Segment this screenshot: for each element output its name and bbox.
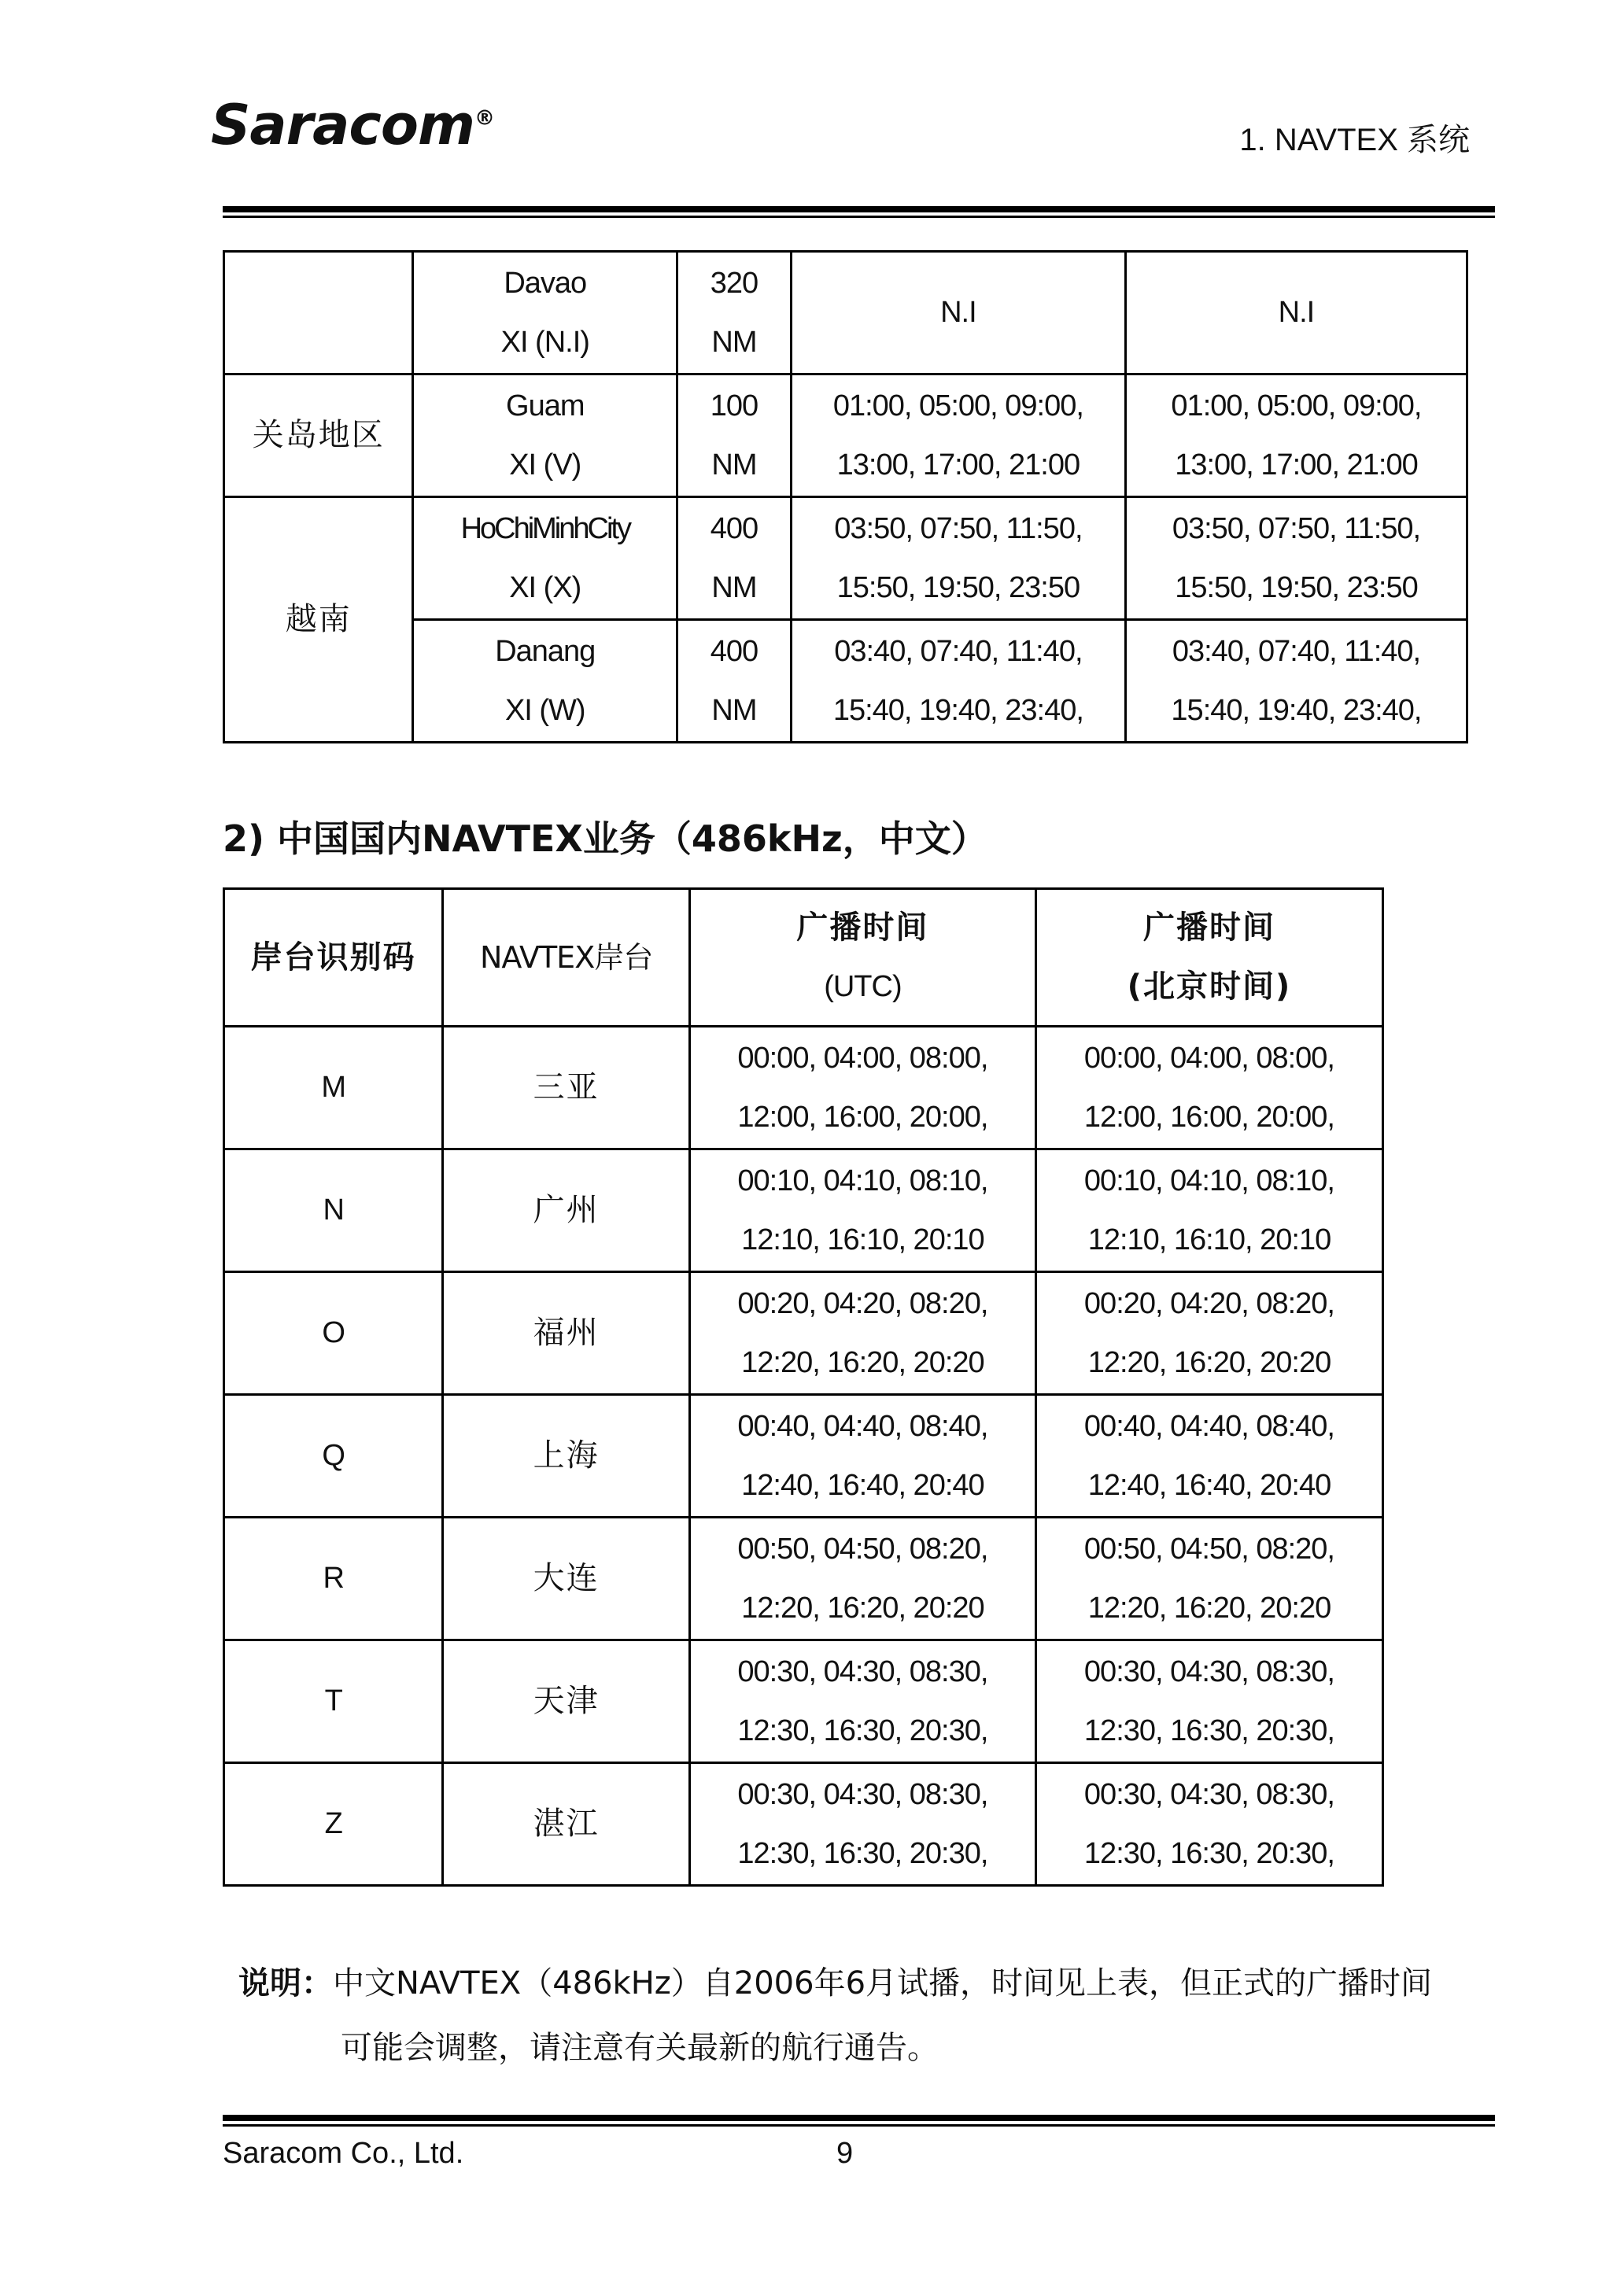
utc-time-cell: 00:50, 04:50, 08:20, 12:20, 16:20, 20:20 [689,1518,1035,1640]
table-row [224,252,1467,374]
navtex-station-table-continued [223,250,1468,743]
registered-mark: ® [474,106,494,131]
header-broadcast-utc: 广播时间 (UTC) [689,889,1035,1027]
header-rule-thick [223,206,1495,212]
range-cell: 400 NM [677,497,792,620]
header-navtex-station: NAVTEX岸台 [443,889,690,1027]
region-cell [224,252,413,374]
footer-rule-thin [223,2124,1495,2127]
explanatory-note [238,1951,1497,2080]
utc-time-cell: 00:40, 04:40, 08:40, 12:40, 16:40, 20:40 [689,1395,1035,1518]
beijing-time-cell: 00:30, 04:30, 08:30, 12:30, 16:30, 20:30, [1035,1640,1382,1763]
region-cell: 关岛地区 [224,374,413,497]
company-logo [211,93,494,157]
footer-rule-thick [223,2115,1495,2121]
beijing-time-cell: 00:40, 04:40, 08:40, 12:40, 16:40, 20:40 [1035,1395,1382,1518]
utc-time-cell: N.I [791,252,1125,374]
station-name-cell: 大连 [443,1518,690,1640]
table-row [224,1395,1383,1518]
local-time-cell: 03:50, 07:50, 11:50, 15:50, 19:50, 23:50 [1125,497,1467,620]
station-name-cell: 广州 [443,1149,690,1272]
station-code-cell: O [224,1272,443,1395]
range-cell: 100 NM [677,374,792,497]
table-row [224,1149,1383,1272]
utc-time-cell: 03:50, 07:50, 11:50, 15:50, 19:50, 23:50 [791,497,1125,620]
table-row [224,1518,1383,1640]
station-cell: Davao XI (N.I) [413,252,677,374]
logo-text: Saracom [211,93,474,157]
table-row [224,1640,1383,1763]
note-line-2: 可能会调整，请注意有关最新的航行通告。 [341,2030,939,2066]
beijing-time-cell: 00:20, 04:20, 08:20, 12:20, 16:20, 20:20 [1035,1272,1382,1395]
section-title: 1. NAVTEX 系统 [1239,123,1470,157]
section-2-heading: 2) 中国国内NAVTEX业务（486kHz，中文） [223,817,987,860]
station-code-cell: R [224,1518,443,1640]
table-row [224,374,1467,497]
beijing-time-cell: 00:00, 04:00, 08:00, 12:00, 16:00, 20:00, [1035,1027,1382,1149]
station-cell: Guam XI (V) [413,374,677,497]
table-header-row [224,889,1383,1027]
region-cell: 越南 [224,497,413,743]
station-cell: Danang XI (W) [413,620,677,743]
beijing-time-cell: 00:50, 04:50, 08:20, 12:20, 16:20, 20:20 [1035,1518,1382,1640]
table-row [224,1027,1383,1149]
header-station-code: 岸台识别码 [224,889,443,1027]
station-code-cell: T [224,1640,443,1763]
china-navtex-table [223,887,1384,1887]
utc-time-cell: 01:00, 05:00, 09:00, 13:00, 17:00, 21:00 [791,374,1125,497]
station-name-cell: 三亚 [443,1027,690,1149]
utc-time-cell: 03:40, 07:40, 11:40, 15:40, 19:40, 23:40, [791,620,1125,743]
table-row [224,1272,1383,1395]
station-code-cell: N [224,1149,443,1272]
station-name-cell: 湛江 [443,1763,690,1886]
utc-time-cell: 00:30, 04:30, 08:30, 12:30, 16:30, 20:30, [689,1640,1035,1763]
range-cell: 400 NM [677,620,792,743]
utc-time-cell: 00:20, 04:20, 08:20, 12:20, 16:20, 20:20 [689,1272,1035,1395]
note-line-1: 中文NAVTEX（486kHz）自2006年6月试播，时间见上表，但正式的广播时间 [333,1965,1433,2001]
station-name-cell: 上海 [443,1395,690,1518]
station-cell: HoChiMinhCity XI (X) [413,497,677,620]
station-name-cell: 福州 [443,1272,690,1395]
footer-company: Saracom Co., Ltd. [223,2137,464,2170]
beijing-time-cell: 00:30, 04:30, 08:30, 12:30, 16:30, 20:30, [1035,1763,1382,1886]
note-label: 说明： [238,1965,333,2001]
station-code-cell: Q [224,1395,443,1518]
range-cell: 320 NM [677,252,792,374]
utc-time-cell: 00:30, 04:30, 08:30, 12:30, 16:30, 20:30, [689,1763,1035,1886]
station-code-cell: M [224,1027,443,1149]
beijing-time-cell: 00:10, 04:10, 08:10, 12:10, 16:10, 20:10 [1035,1149,1382,1272]
header-rule-thin [223,216,1495,218]
local-time-cell: 03:40, 07:40, 11:40, 15:40, 19:40, 23:40, [1125,620,1467,743]
utc-time-cell: 00:00, 04:00, 08:00, 12:00, 16:00, 20:00, [689,1027,1035,1149]
page-number: 9 [836,2137,854,2170]
table-row [224,497,1467,620]
local-time-cell: N.I [1125,252,1467,374]
station-code-cell: Z [224,1763,443,1886]
utc-time-cell: 00:10, 04:10, 08:10, 12:10, 16:10, 20:10 [689,1149,1035,1272]
local-time-cell: 01:00, 05:00, 09:00, 13:00, 17:00, 21:00 [1125,374,1467,497]
table-row [224,1763,1383,1886]
station-name-cell: 天津 [443,1640,690,1763]
header-broadcast-beijing: 广播时间 (北京时间) [1035,889,1382,1027]
